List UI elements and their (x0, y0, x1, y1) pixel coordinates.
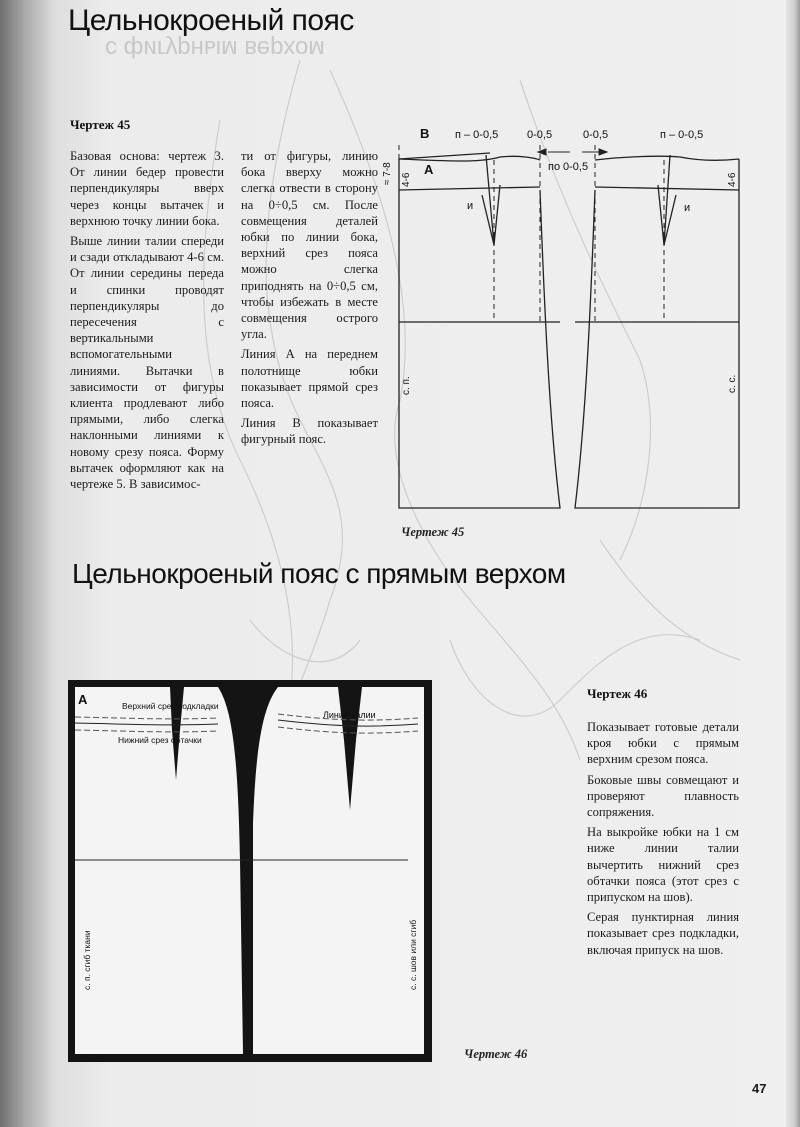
label-p-left: п – 0-0,5 (455, 129, 499, 141)
drawing-label-46: Чертеж 46 (587, 686, 648, 701)
label-a-corner: А (78, 692, 88, 707)
paragraph: Линия А на переднем полотнище юбки показывает прямой срез пояса. (241, 347, 378, 411)
label-ss: с. с. (727, 374, 738, 393)
label-po: по (548, 161, 561, 173)
label-ss-fold: с. с. шов или сгиб (408, 919, 418, 990)
label-dart-right: и (684, 202, 691, 214)
paragraph: Серая пунктирная линия показывает срез подкладки, включая припуск на шов. (587, 910, 739, 957)
page-number: 47 (752, 1081, 767, 1096)
text-column-1 (70, 148, 224, 496)
label-line-b: В (420, 126, 430, 141)
paragraph: Выше линии талии спереди и сзади откладывают 4-6 см. От линии середины переда и спинки проводят перпендикуляры до пересечения с вертикальными вспомогательными линиями. Вытачки в зависимости от фигуры клиента продлевают либо прямыми, либо слегка наклонными линиями к новому срезу пояса. Форму вытачек оформляют как на чертеже 5. В зависимос- (70, 234, 224, 492)
figure-caption-46: Чертеж 46 (464, 1047, 528, 1061)
page-edge (786, 0, 800, 1127)
paragraph: На выкройке юбки на 1 см ниже линии талии вычертить нижний срез обтачки пояса (этот срез с припуском на шов). (587, 825, 739, 905)
ghost-title: с фигурным верхом (105, 35, 325, 62)
section-title-2: Цельнокроеный пояс с прямым верхом (72, 558, 566, 589)
label-c-right: 0-0,5 (583, 129, 609, 141)
figure-45 (382, 125, 750, 520)
label-c-left: 0-0,5 (527, 129, 553, 141)
label-p-right: п – 0-0,5 (660, 129, 704, 141)
text-column-3 (587, 719, 739, 962)
label-sp: с. п. (401, 376, 412, 395)
label-sp-fold: с. п. сгиб ткани (82, 930, 92, 990)
label-po-value: 0-0,5 (563, 161, 589, 173)
figure-46 (68, 680, 432, 1062)
paragraph: Боковые швы совмещают и проверяют плавность сопряжения. (587, 772, 739, 820)
label-lower-facing: Нижний срез обтачки (118, 735, 202, 745)
paragraph: Показывает готовые детали кроя юбки с прямым верхним срезом пояса. (587, 720, 739, 767)
paragraph: ти от фигуры, линию бока вверху можно слегка отвести в сторону на 0÷0,5 см. После совмещения деталей юбки по линии бока, верхний срез пояса можно слегка приподнять на 0÷0,5 см, чтобы избежать в месте совмещения острого угла. (241, 149, 378, 342)
paragraph: Линия В показывает фигурный пояс. (241, 416, 378, 447)
figure-caption-45: Чертеж 45 (401, 525, 465, 539)
section-title-1: Цельнокроеный пояс (68, 4, 354, 37)
label-upper-lining: Верхний срез подкладки (122, 701, 219, 711)
label-dim-right: 4-6 (727, 172, 738, 187)
label-waist: Линия талии (323, 710, 376, 720)
drawing-label-45: Чертеж 45 (70, 117, 131, 132)
label-dart-left: и (467, 200, 474, 212)
label-line-a: А (424, 162, 434, 177)
label-dim-left-top: ≈ 7-8 (382, 162, 393, 185)
text-column-2 (241, 148, 378, 452)
label-dim-left: 4-6 (401, 172, 412, 187)
paragraph: Базовая основа: чертеж 3. От линии бедер провести перпендикуляры вверх через концы вытачек и верхнюю точку линии бока. (70, 149, 224, 228)
